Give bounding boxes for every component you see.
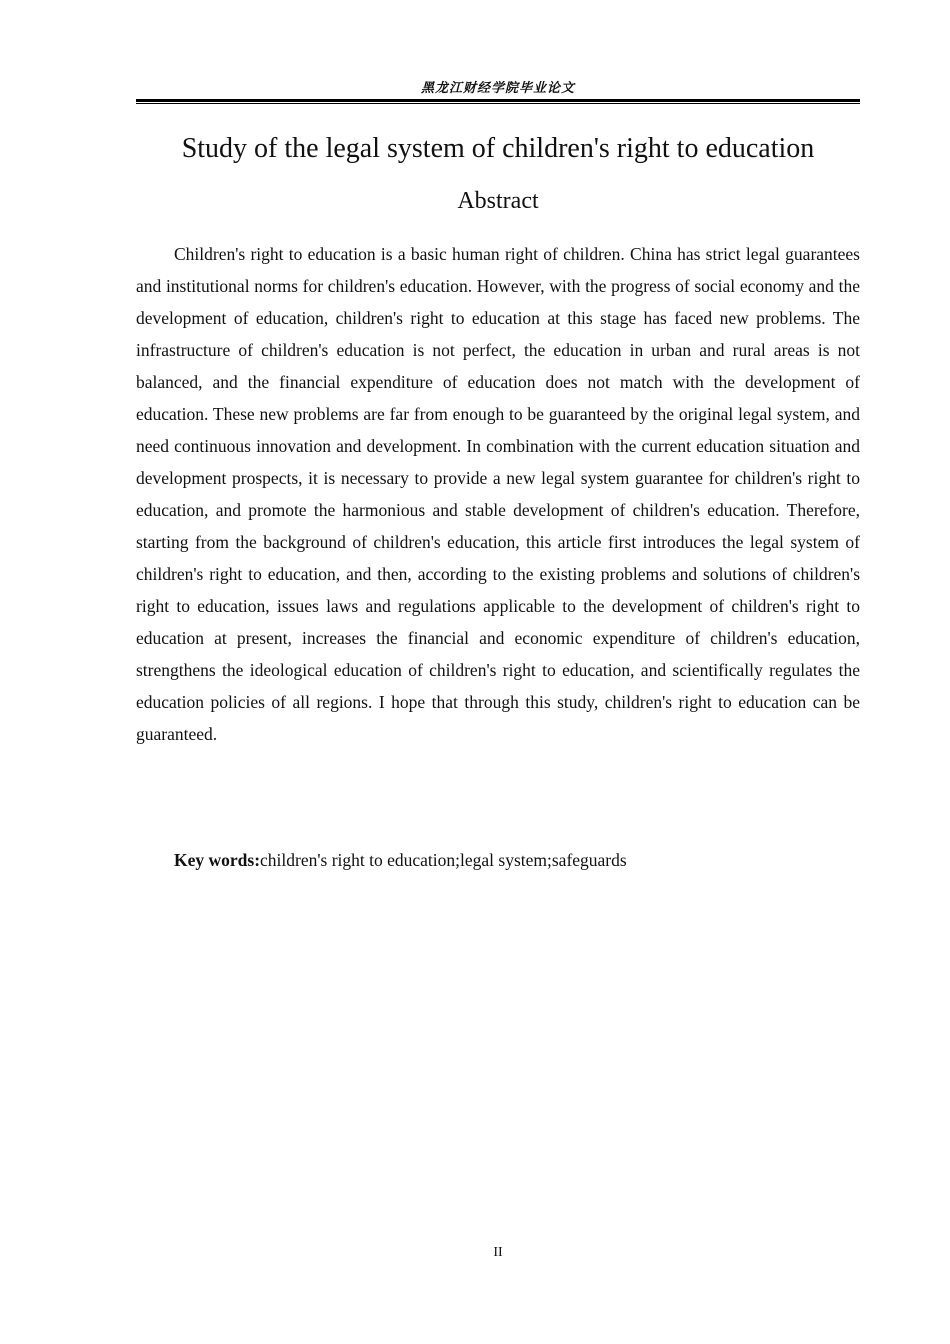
abstract-heading: Abstract [457, 188, 539, 214]
page-number: II [493, 1245, 503, 1260]
keywords-value: children's right to education;legal system;safeguards [260, 850, 627, 870]
document-title: Study of the legal system of children's right to education [181, 133, 815, 164]
header-rule-thick [136, 99, 860, 102]
abstract-body: Children's right to education is a basic human right of children. China has strict legal guarantees and institutional norms for children's education. However, with the progress of social economy and the development of education, children's right to education at this stage has faced new problems. The infrastructure of children's education is not perfect, the education in urban and rural areas is not balanced, and the financial expenditure of education does not match with the development of education. These new problems are far from enough to be guaranteed by the original legal system, and need continuous innovation and development. In combination with the current education situation and development prospects, it is necessary to provide a new legal system guarantee for children's right to education, and promote the harmonious and stable development of children's education. Therefore, starting from the background of children's education, this article first introduces the legal system of children's right to education, and then, according to the existing problems and solutions of children's right to education, issues laws and regulations applicable to the development of children's right to education at present, increases the financial and economic expenditure of children's education, strengthens the ideological education of children's right to education, and scientifically regulates the education policies of all regions. I hope that through this study, children's right to education can be guaranteed. [136, 244, 860, 744]
page-header: 黑龙江财经学院毕业论文 [420, 81, 575, 96]
keywords-line [136, 846, 860, 874]
keywords-label: Key words: [174, 850, 261, 870]
header-rule-thin [136, 103, 860, 104]
